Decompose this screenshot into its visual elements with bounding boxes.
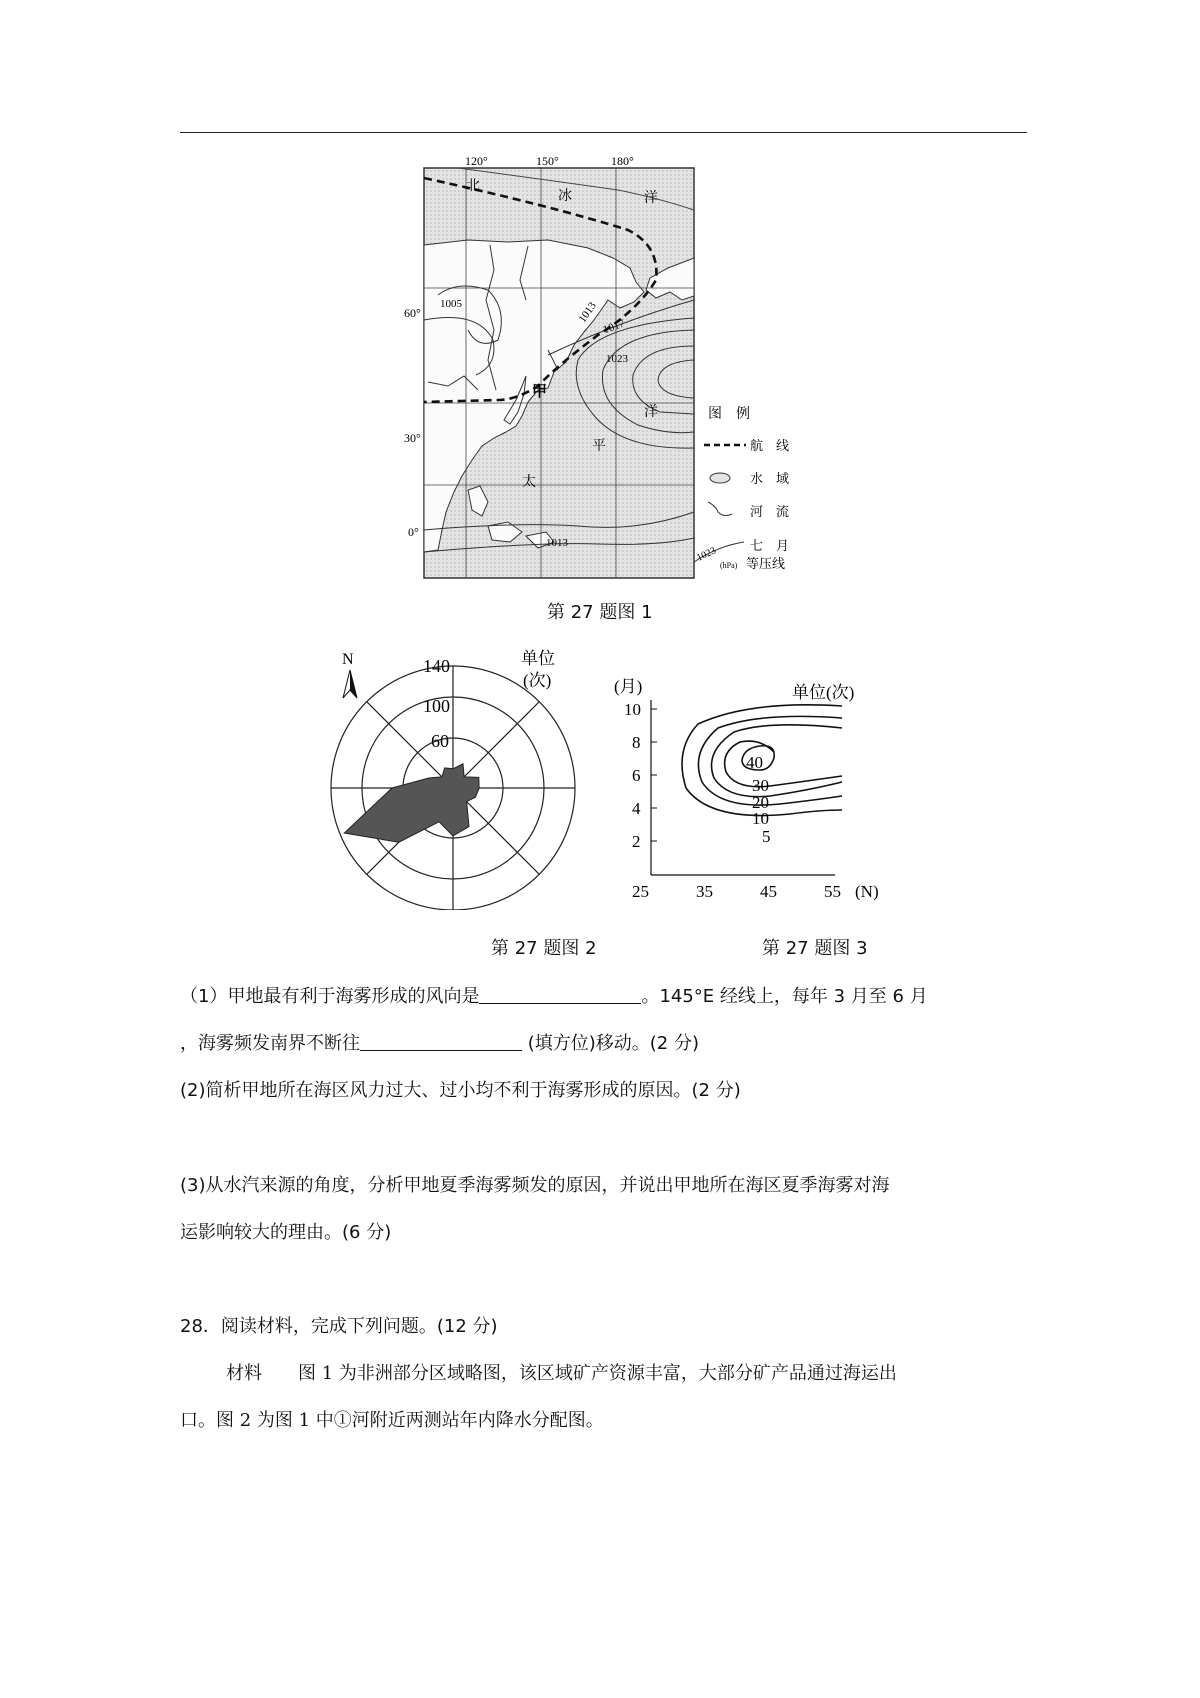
map-legend [694, 406, 789, 571]
rose-polygon [344, 764, 479, 842]
y-tick-label: 10 [624, 700, 641, 719]
north-arrow [343, 670, 357, 698]
legend-item: 七 月 [750, 538, 790, 553]
isobar-label: 1005 [440, 298, 462, 310]
ocean-label: 太 [522, 475, 536, 490]
ocean-label: 平 [592, 439, 606, 454]
figure2-caption: 第 27 题图 2 [491, 938, 597, 959]
isobar-label: 1013 [576, 300, 599, 325]
isobar-label: 1017 [601, 317, 627, 337]
ocean-label: 北 [466, 179, 480, 194]
legend-item: 水 域 [750, 471, 790, 486]
contour-label: 10 [752, 809, 769, 828]
north-label: N [342, 651, 354, 668]
unit-label: 单位(次) [792, 683, 855, 702]
question-1-text-d: (填方位)移动。(2 分) [522, 1033, 699, 1054]
contour-label: 5 [762, 827, 771, 846]
question-1-line1 [180, 982, 928, 1008]
ocean-label: 洋 [644, 405, 658, 420]
ocean-label: 冰 [558, 189, 572, 204]
lon-label: 180° [611, 154, 634, 168]
unit-line1: 单位 [521, 649, 555, 668]
legend-title: 图 例 [708, 407, 750, 422]
figure2-windrose [325, 640, 605, 910]
lon-label: 150° [536, 154, 559, 168]
contour-label: 40 [746, 753, 763, 772]
question-1-text-b: 。145°E 经线上，每年 3 月至 6 月 [641, 986, 928, 1007]
material-line1: 材料 图 1 为非洲部分区域略图，该区域矿产资源丰富，大部分矿产品通过海运出 [226, 1363, 897, 1384]
ocean-label: 洋 [644, 191, 658, 206]
question-1-text-a: （1）甲地最有利于海雾形成的风向是 [180, 986, 480, 1007]
y-tick-label: 6 [632, 766, 641, 785]
ring-label: 100 [423, 696, 450, 716]
place-label-jia: 甲 [532, 384, 548, 400]
lat-label: 60° [404, 306, 421, 320]
y-tick-label: 8 [632, 733, 641, 752]
contour-label: 30 [752, 776, 769, 795]
legend-isobar-sample: 1023 [695, 545, 718, 564]
x-tick-label: 55 [824, 882, 841, 900]
isobar-label: 1013 [546, 537, 568, 549]
material-line2: 口。图 2 为图 1 中①河附近两测站年内降水分配图。 [180, 1410, 604, 1431]
legend-item: 航 线 [750, 438, 790, 453]
y-tick-label: 2 [632, 832, 641, 851]
question-2: (2)简析甲地所在海区风力过大、过小均不利于海雾形成的原因。(2 分) [180, 1080, 741, 1101]
ring-label: 60 [431, 731, 449, 751]
top-rule [180, 132, 1027, 133]
question-3-line2: 运影响较大的理由。(6 分) [180, 1222, 392, 1243]
figure3-contour [610, 670, 890, 900]
x-tick-label: 35 [696, 882, 713, 900]
y-axis-label: (月) [614, 677, 643, 696]
question-3-line1: (3)从水汽来源的角度，分析甲地夏季海雾频发的原因，并说出甲地所在海区夏季海雾对海 [180, 1175, 890, 1196]
lon-label: 120° [465, 154, 488, 168]
x-tick-label: 45 [760, 882, 777, 900]
contour-label: 20 [752, 793, 769, 812]
unit-line2: (次) [523, 671, 552, 690]
figure1-map [398, 150, 818, 590]
ring-label: 140 [423, 656, 450, 676]
question-28-title: 28．阅读材料，完成下列问题。(12 分) [180, 1316, 498, 1337]
figure1-caption: 第 27 题图 1 [547, 602, 653, 623]
lat-label: 30° [404, 431, 421, 445]
lat-label: 0° [408, 525, 419, 539]
legend-isobar-unit: (hPa) [720, 561, 738, 570]
x-tick-label: 25 [632, 882, 649, 900]
question-1-text-c: ，海雾频发南界不断往 [180, 1033, 360, 1054]
axis-ticks [651, 709, 657, 841]
legend-water-symbol [710, 473, 730, 483]
legend-item: 河 流 [750, 504, 790, 519]
answer-blank-direction[interactable] [360, 1032, 522, 1051]
legend-river-symbol [708, 502, 732, 516]
legend-item: 等压线 [746, 556, 786, 571]
figure3-caption: 第 27 题图 3 [762, 938, 868, 959]
x-axis-label: (N) [855, 882, 879, 900]
question-1-line2 [180, 1029, 699, 1055]
y-tick-label: 4 [632, 799, 641, 818]
isobar-label: 1023 [606, 353, 628, 365]
answer-blank-wind-direction[interactable] [479, 985, 641, 1004]
